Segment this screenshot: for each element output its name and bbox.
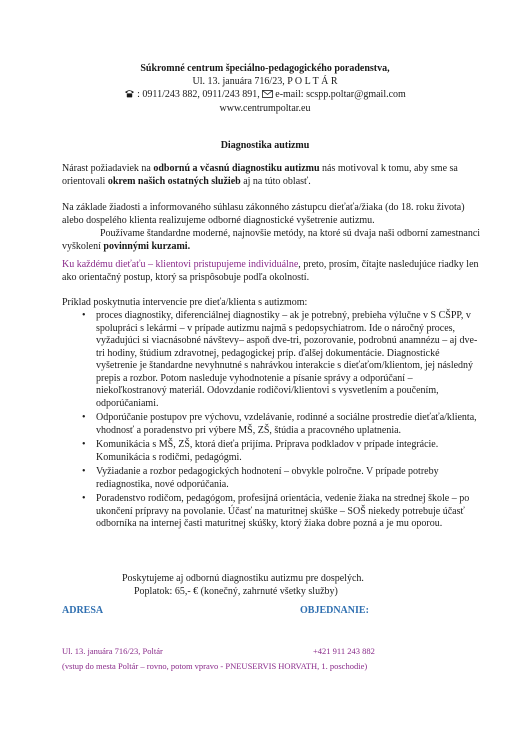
organization-address: Ul. 13. januára 716/23, P O L T Á R	[192, 76, 338, 87]
directions-text: (vstup do mesta Poltár – rovno, potom vpravo - PNEUSERVIS HORVATH, 1. poschodie)	[62, 661, 368, 671]
phone-numbers: : 0911/243 882, 0911/243 891,	[137, 89, 260, 100]
methods-text: Používame štandardne moderné, najnovšie metódy, na ktoré sú dvaja naši odborní zamestnanci vyškolení	[62, 228, 481, 252]
list-item-text: proces diagnostiky, diferenciálnej diagnostiky – ak je potrebný, prebieha výlučne v S CŠPP, v spolupráci s lekármi – v prípade autizmu najmä s pedopsychiatrom. Ide o náročný proces, vyžadujúci si viacnásobné návštevy– aspoň dve-tri, pozorovanie, podrobnú anamnézu – aj dve-tri hodiny, štúdium zdravotnej, pedagogickej príp. ďalšej dokumentácie. Diagnostické vyšetrenie je štandardne nevyhnutné s nahrávkou interakcie s dieťaťom/klientom, jej následný prepis a rozbor. Potom nasleduje vyhodnotenie a písanie správy a odporúčaní – niekoľkostranový materiál. Odovzdanie rodičovi/klientovi s vysvetlením a poučením, odporúčaniami.	[96, 310, 478, 409]
approach-highlight: Ku každému dieťaťu – klientovi pristupujeme individuálne	[62, 259, 299, 270]
list-item-text: Poradenstvo rodičom, pedagógom, profesijná orientácia, vedenie žiaka na strednej škole – po ukončení prípravy na povolanie. Účasť na maturitnej skúške – SOŠ niekedy potrebuje účasť odborníka na internej časti maturitnej skúšky, ktorý žiaka dobre pozná a je mu oporou.	[96, 493, 470, 529]
envelope-icon	[262, 89, 273, 102]
intro-text-c: nás motivoval k tomu, aby sme sa orientovali	[62, 163, 458, 187]
list-item	[62, 466, 482, 491]
intro-text-e: aj na túto oblasť.	[240, 176, 311, 187]
intro-text-a: Nárast požiadaviek na	[62, 163, 154, 174]
intro-bold-b: odbornú a včasnú diagnostiku autizmu	[153, 163, 320, 174]
contact-line	[0, 88, 530, 102]
basis-paragraph	[62, 201, 482, 253]
intro-paragraph	[62, 162, 482, 188]
email-text: e-mail: scspp.poltar@gmail.com	[275, 89, 406, 100]
bullet-icon: •	[82, 310, 86, 321]
intro-bold-d: okrem našich ostatných služieb	[107, 176, 241, 187]
methods-bold: povinnými kurzami.	[103, 241, 191, 252]
letterhead	[0, 62, 530, 115]
website-text: www.centrumpoltar.eu	[219, 103, 311, 114]
address-text: Ul. 13. januára 716/23, Poltár	[62, 646, 163, 656]
list-item-text: Vyžiadanie a rozbor pedagogických hodnotení – obvykle polročne. V prípade potreby rediagnostika, nové odporúčania.	[96, 466, 439, 490]
adult-diagnostics-text: Poskytujeme aj odbornú diagnostiku autizmu pre dospelých.	[122, 573, 364, 584]
page-title: Diagnostika autizmu	[220, 140, 310, 151]
example-heading: Príklad poskytnutia intervencie pre dieťa/klienta s autizmom:	[62, 297, 308, 308]
bullet-icon: •	[82, 439, 86, 450]
list-item	[62, 493, 482, 531]
adult-diagnostics	[122, 572, 482, 598]
bullet-icon: •	[82, 412, 86, 423]
list-item-text: Odporúčanie postupov pre výchovu, vzdelávanie, rodinné a sociálne prostredie dieťaťa/klienta, vhodnosť a poradenstvo pri výbere MŠ, ZŠ, štúdia a pracovného uplatnenia.	[96, 412, 477, 436]
intervention-list	[62, 310, 482, 533]
list-item	[62, 412, 482, 437]
ordering-heading: OBJEDNANIE:	[300, 605, 369, 616]
address-heading: ADRESA	[62, 605, 104, 616]
organization-name: Súkromné centrum špeciálno-pedagogického poradenstva,	[140, 63, 390, 74]
phone-icon	[124, 89, 135, 102]
list-item	[62, 310, 482, 410]
basis-text: Na základe žiadosti a informovaného súhlasu zákonného zástupcu dieťaťa/žiaka (do 18. roku života) alebo dospelého klienta realizujeme odborné diagnostické vyšetrenie autizmu.	[62, 202, 465, 226]
bullet-icon: •	[82, 493, 86, 504]
bullet-icon: •	[82, 466, 86, 477]
fee-text: Poplatok: 65,- € (konečný, zahrnuté všetky služby)	[134, 586, 338, 597]
list-item	[62, 439, 482, 464]
order-phone: +421 911 243 882	[313, 646, 375, 656]
approach-paragraph	[62, 258, 482, 284]
approach-text: , preto, prosím, čítajte nasledujúce riadky len ako orientačný postup, ktorý sa prispôsobuje podľa okolností.	[62, 259, 479, 283]
list-item-text: Komunikácia s MŠ, ZŠ, ktorá dieťa prijíma. Príprava podkladov v prípade integrácie. Komunikácia s rodičmi, pedagógmi.	[96, 439, 439, 463]
